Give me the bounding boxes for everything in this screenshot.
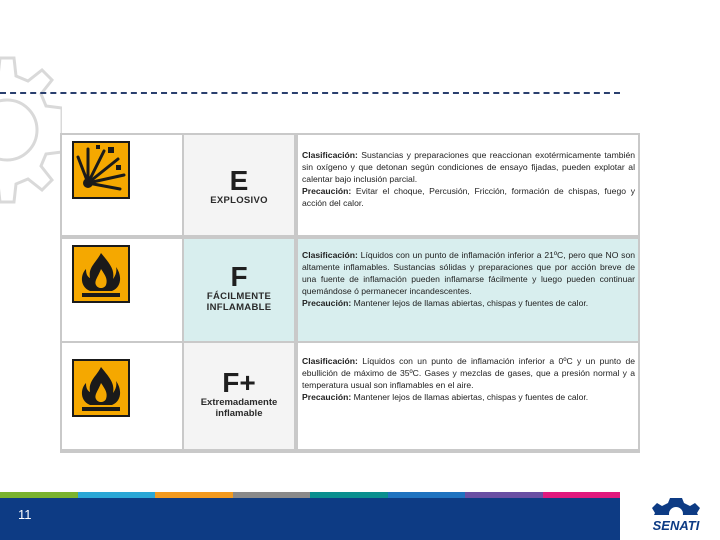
- classification-label: Clasificación:: [302, 356, 358, 366]
- symbol-cell: [62, 343, 182, 449]
- table-row-explosive: [60, 133, 640, 237]
- symbol-name-line2: INFLAMABLE: [206, 302, 272, 313]
- symbol-code: E: [229, 165, 249, 196]
- gear-outline-icon: [0, 50, 62, 210]
- precaution-label: Precaución:: [302, 298, 352, 308]
- hazard-symbols-table: [60, 133, 640, 453]
- table-row-flammable: [60, 237, 640, 341]
- symbol-code-cell: [184, 343, 294, 449]
- classification-text: Sustancias y preparaciones que reaccionan exotérmicamente también sin oxígeno y que detonan según condiciones de ensayo fijadas, pueden explotar al calentar bajo inclusión parcial.: [302, 150, 635, 184]
- dashed-divider: [0, 92, 620, 94]
- classification-label: Clasificación:: [302, 150, 358, 160]
- symbol-code-cell: [184, 239, 294, 341]
- page-number: 11: [18, 507, 32, 522]
- classification-text: Líquidos con un punto de inflamación inferior a 21ºC, pero que NO son altamente inflamables. Sustancias sólidas y preparaciones que por acción breve de una fuente de inflamación pueden inflamarse fácilmente y luego pueden continuar quemándose ó permanecer incandescentes.: [302, 250, 636, 296]
- symbol-name-line1: EXPLOSIVO: [210, 195, 268, 206]
- precaution-label: Precaución:: [302, 186, 352, 196]
- explosion-icon: [72, 141, 130, 199]
- flame-icon: [72, 245, 130, 303]
- svg-text:SENATI: SENATI: [652, 518, 700, 533]
- symbol-name-line1: FÁCILMENTE: [206, 291, 272, 302]
- symbol-cell: [62, 239, 182, 341]
- classification-text: Líquidos con un punto de inflamación inferior a 0ºC y un punto de ebullición de máximo de 35ºC. Gases y mezclas de gases, que a presión normal y a temperatura usual son inflamables en el aire.: [302, 356, 635, 390]
- description-cell: [298, 343, 638, 449]
- precaution-text: Mantener lejos de llamas abiertas, chispas y fuentes de calor.: [353, 392, 589, 402]
- precaution-text: Mantener lejos de llamas abiertas, chispas y fuentes de calor.: [353, 298, 589, 308]
- description-cell: [298, 239, 638, 341]
- symbol-name-line1: Extremadamente: [200, 397, 278, 408]
- symbol-code: F: [230, 261, 248, 292]
- symbol-code: F+: [222, 367, 256, 398]
- symbol-cell: [62, 135, 182, 235]
- precaution-label: Precaución:: [302, 392, 352, 402]
- senati-logo: [640, 494, 712, 538]
- precaution-text: Evitar el choque, Percusión, Fricción, formación de chispas, fuego y acción del calor.: [302, 186, 635, 208]
- flame-icon: [72, 359, 130, 417]
- description-cell: [298, 135, 638, 235]
- symbol-name-line2: inflamable: [215, 408, 263, 419]
- footer-bar: [0, 498, 620, 540]
- classification-label: Clasificación:: [302, 250, 358, 260]
- table-row-extremely-flammable: [60, 341, 640, 453]
- symbol-code-cell: [184, 135, 294, 235]
